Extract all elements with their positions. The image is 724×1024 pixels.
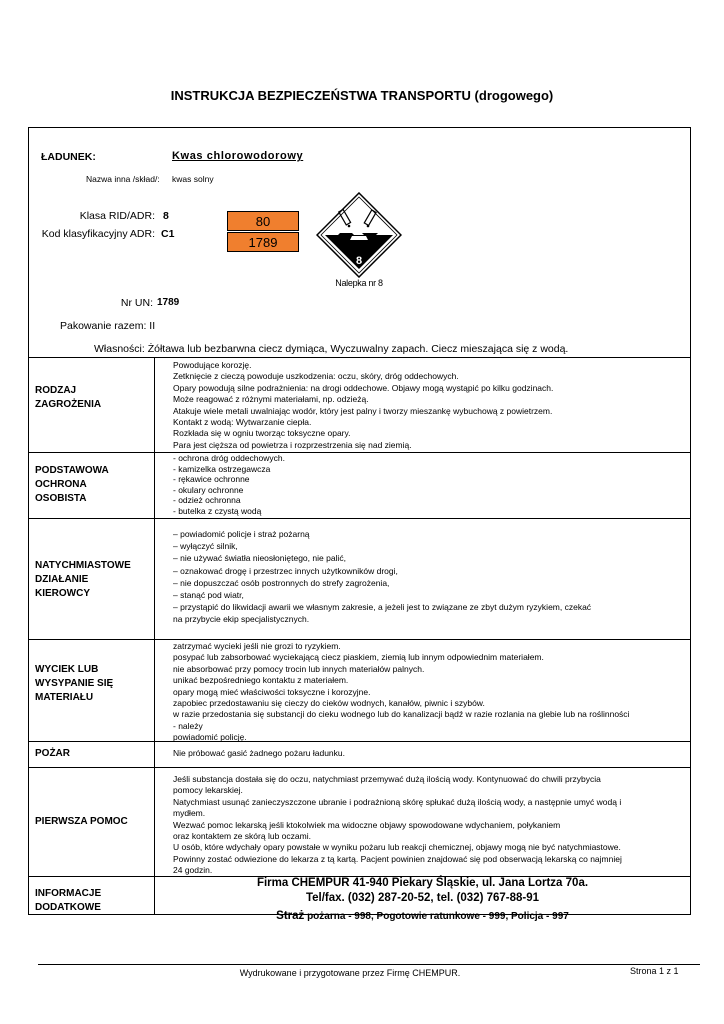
class-value: 8 — [163, 210, 169, 222]
first-aid-line: 24 godzin. — [173, 865, 213, 876]
corrosive-hazard-label-icon — [316, 192, 402, 278]
spill-label-line: WYCIEK LUB — [35, 664, 99, 675]
first-aid-line: Powinny zostać odwiezione do lekarza z tą kartą. Pacjent powinien znajdować się pod obserwacją lekarską co najmniej — [173, 853, 622, 864]
company-phone: Tel/fax. (032) 287-20-52, tel. (032) 767-88-91 — [305, 892, 540, 904]
emergency-item: na przybycie ekip specjalistycznych. — [173, 614, 310, 625]
emergency-label-line: DZIAŁANIE — [35, 574, 89, 585]
packing-label: Pakowanie razem: — [60, 320, 147, 332]
first-aid-line: Natychmiast usunąć zanieczyszczone ubranie i podrażnioną skórę spłukać dużą ilością wody, a następnie umyć wodą i — [173, 796, 622, 807]
spill-label — [35, 663, 150, 705]
spill-line: zatrzymać wycieki jeśli nie grozi to ryzykiem. — [173, 641, 341, 651]
first-aid-line: Wezwać pomoc lekarską jeśli ktokolwiek ma widoczne objawy spowodowane wdychaniem, połykaniem — [173, 819, 561, 830]
spill-label-line: MATERIAŁU — [35, 692, 94, 703]
code-label: Kod klasyfikacyjny ADR: — [41, 228, 155, 240]
spill-line: opary mogą mieć właściwości toksyczne i korozyjne. — [173, 686, 371, 697]
emergency-label-line: KIEROWCY — [35, 588, 90, 599]
diamond-number: 8 — [355, 255, 363, 267]
row-divider — [28, 518, 691, 519]
hazard-content — [173, 360, 688, 451]
protection-label-line: PODSTAWOWA — [35, 465, 109, 476]
properties-value: Żółtawa lub bezbarwna ciecz dymiąca, Wyczuwalny zapach. Ciecz mieszająca się z wodą. — [147, 343, 569, 355]
first-aid-content — [173, 774, 688, 877]
protection-item: - kamizelka ostrzegawcza — [173, 463, 271, 474]
protection-item: - rękawice ochronne — [173, 474, 250, 484]
emergency-item: – nie używać światła nieosłoniętego, nie palić, — [173, 553, 346, 564]
spill-line: zapobiec przedostawaniu się cieczy do cieków wodnych, kanałów, piwnic i szybów. — [173, 698, 485, 709]
hazard-line: Atakuje wiele metali uwalniając wodór, który jest palny i tworzy mieszankę wybuchową z powietrzem. — [173, 405, 553, 416]
hazard-label-line: ZAGROŻENIA — [35, 399, 102, 410]
un-value: 1789 — [157, 297, 180, 308]
emergency-item: – stanąć pod wiatr, — [173, 590, 244, 601]
hazard-line: Para jest cięższa od powietrza i rozprzestrzenia się nad ziemią. — [173, 439, 412, 450]
protection-item: - ochrona dróg oddechowych. — [173, 453, 285, 463]
protection-item: - okulary ochronne — [173, 484, 244, 495]
document-title: INSTRUKCJA BEZPIECZEŃSTWA TRANSPORTU (drogowego) — [170, 88, 554, 103]
hazard-label — [35, 384, 150, 412]
hazard-number-panel: 80 — [227, 211, 299, 231]
row-divider — [28, 639, 691, 640]
protection-content — [173, 453, 688, 516]
emergency-item: – oznakować drogę i przestrzec innych użytkowników drogi, — [173, 565, 398, 576]
packing-value: II — [149, 320, 156, 332]
info-label — [35, 887, 150, 915]
cargo-label: ŁADUNEK: — [41, 151, 96, 163]
first-aid-line: pomocy lekarskiej. — [173, 785, 243, 796]
footer-rule — [38, 964, 700, 965]
emergency-item: – przystąpić do likwidacji awarii we własnym zakresie, a jeżeli jest to związane ze zbyt dużym ryzykiem, czekać — [173, 602, 592, 613]
protection-item: - odzież ochronna — [173, 495, 241, 505]
emergency-label — [35, 559, 150, 601]
properties-row — [94, 343, 568, 355]
hazard-line: Opary powodują silne podrażnienia: na drogi oddechowe. Objawy mogą wystąpić po kilku godzinach. — [173, 382, 554, 393]
spill-line: w razie przedostania się substancji do cieku wodnego lub do kanalizacji bądź w razie rozlania na glebie lub na roślinności — [173, 709, 630, 720]
row-divider — [28, 767, 691, 768]
cargo-name: Kwas chlorowodorowy — [172, 150, 304, 162]
properties-label: Własności: — [94, 343, 145, 355]
fire-line: Nie próbować gasić żadnego pożaru ładunku. — [173, 748, 346, 758]
spill-line: unikać bezpośredniego kontaktu z materiałem. — [173, 675, 349, 686]
emergency-numbers — [154, 910, 691, 922]
protection-item: - butelka z czystą wodą — [173, 505, 262, 516]
first-aid-label-line: PIERWSZA POMOC — [35, 816, 128, 827]
fire-content — [173, 748, 688, 759]
protection-label-line: OSOBISTA — [35, 493, 87, 504]
first-aid-line: Jeśli substancja dostała się do oczu, natychmiast przemywać dużą ilością wody. Kontynuować do chwili przybycia — [173, 774, 601, 784]
spill-line: nie absorbować przy pomocy trocin lub innych materiałów palnych. — [173, 663, 425, 674]
emergency-item: – powiadomić policje i straż pożarną — [173, 529, 310, 539]
first-aid-line: oraz kontaktem ze skórą lub oczami. — [173, 831, 311, 842]
hazard-line: Rozkłada się w ogniu tworząc toksyczne opary. — [173, 428, 351, 439]
un-number-panel: 1789 — [227, 232, 299, 252]
protection-label — [35, 464, 150, 506]
protection-label-line: OCHRONA — [35, 479, 87, 490]
column-divider — [154, 357, 155, 915]
footer-page-number: Strona 1 z 1 — [630, 966, 679, 976]
emergency-prefix: Straż — [276, 910, 305, 922]
packing-row — [60, 320, 155, 332]
label-caption: Nalepka nr 8 — [335, 278, 383, 288]
hazard-label-line: RODZAJ — [35, 385, 77, 396]
row-divider — [28, 357, 691, 358]
footer-printed-by: Wydrukowane i przygotowane przez Firmę CHEMPUR. — [239, 968, 461, 978]
info-label-line: DODATKOWE — [35, 902, 101, 913]
hazard-line: Powodujące korozję. — [173, 360, 252, 370]
info-label-line: INFORMACJE — [35, 888, 102, 899]
emergency-content — [173, 528, 688, 626]
first-aid-label — [35, 815, 150, 829]
emergency-item: – nie dopuszczać osób postronnych do strefy zagrożenia, — [173, 577, 390, 588]
spill-line: powiadomić policję. — [173, 732, 247, 743]
emergency-rest: pożarna - 998, Pogotowie ratunkowe - 999, Policja - 997 — [304, 911, 569, 922]
code-value: C1 — [161, 228, 175, 240]
spill-content — [173, 641, 688, 744]
spill-label-line: WYSYPANIE SIĘ — [35, 678, 114, 689]
alt-name-value: kwas solny — [172, 174, 214, 184]
spill-line: - należy — [173, 720, 203, 731]
fire-label-line: POŻAR — [35, 748, 70, 759]
alt-name-label: Nazwa inna /skład/: — [86, 174, 160, 184]
hazard-line: Zetknięcie z cieczą powoduje uszkodzenia: oczu, skóry, dróg oddechowych. — [173, 371, 459, 382]
emergency-label-line: NATYCHMIASTOWE — [35, 560, 131, 571]
first-aid-line: mydłem. — [173, 808, 206, 819]
emergency-item: – wyłączyć silnik, — [173, 541, 238, 552]
hazard-line: Kontakt z wodą: Wytwarzanie ciepła. — [173, 417, 312, 428]
company-name-address: Firma CHEMPUR 41-940 Piekary Śląskie, ul. Jana Lortza 70a. — [256, 877, 589, 889]
fire-label — [35, 747, 150, 761]
hazard-line: Może reagować z różnymi materiałami, np. odzieżą. — [173, 394, 369, 405]
spill-line: posypać lub zabsorbować wyciekającą ciecz piaskiem, ziemią lub innym odpowiednim materiałem. — [173, 652, 544, 663]
class-label: Klasa RID/ADR: — [79, 210, 155, 222]
un-label: Nr UN: — [120, 297, 153, 309]
first-aid-line: U osób, które wdychały opary powstałe w wyniku pożaru lub reakcji chemicznej, objawy mogą nie być natychmiastowe. — [173, 842, 621, 853]
